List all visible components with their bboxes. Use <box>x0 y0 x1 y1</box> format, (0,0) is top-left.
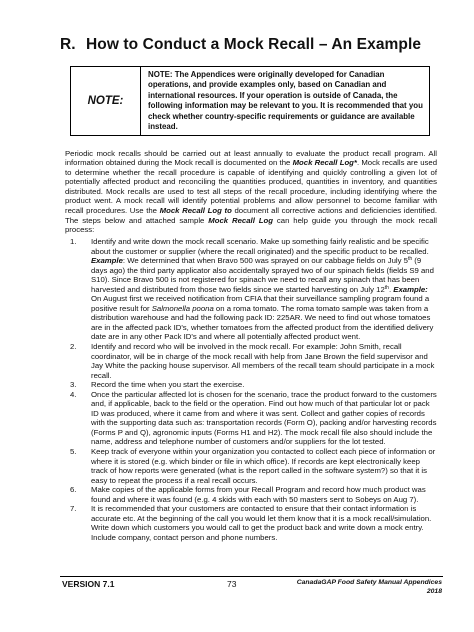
footer-divider <box>60 576 443 577</box>
page-number: 73 <box>227 579 237 589</box>
step-text: Identify and record who will be involved in the mock recall. For example: John Smith, recall coordinator, will be in charge of the mock recall with help from Jane Brown the field supervisor and Jay White the packing house supervisor. All members of the recall team should participate in a mock recall. <box>91 342 435 380</box>
mock-recall-log-reference: Mock Recall Log <box>208 215 273 225</box>
section-letter: R. <box>60 36 76 53</box>
list-item <box>65 447 437 485</box>
list-item <box>65 485 437 504</box>
note-label: NOTE: <box>71 67 141 135</box>
example-label: Example: <box>393 284 428 294</box>
footer-version: VERSION 7.1 <box>62 579 115 589</box>
step-number: 1. <box>70 237 77 246</box>
ordinal-suffix: th <box>407 256 413 263</box>
intro-text: can help guide you through the mock recall process: <box>65 215 437 235</box>
step-text: (9 days ago) the third party applicator also accidentally sprayed two of our spinach fields (fields S9 and S10). Since Bravo 500 is not registered for spinach we need to recall any spinach that has been harvested and distributed from those two fields since we started harvesting on July 12 <box>91 256 434 294</box>
step-text: Make copies of the applicable forms from your Recall Program and record how much product was found and where it was found (e.g. 4 skids with each with 50 masters sent to Sobeys on Aug 7). <box>91 485 426 504</box>
mock-recall-log-reference: Mock Recall Log to <box>159 206 232 216</box>
list-item <box>65 390 437 447</box>
intro-text: Periodic mock recalls should be carried out at least annually to evaluate the product recall program. All information obtained during the Mock recall is documented on the <box>65 148 437 168</box>
example-label: Example <box>91 256 123 266</box>
step-number: 7. <box>70 504 77 514</box>
step-number: 5. <box>70 447 77 457</box>
step-text: It is recommended that your customers are contacted to ensure that their contact information is accurate etc. At the beginning of the call you would let them know that it is a mock recall/simulation. Write down which customers you would call to get the product back and write down a mock entry. Include company, contact person and phone numbers. <box>91 504 432 542</box>
manual-name: CanadaGAP Food Safety Manual Appendices <box>296 579 442 586</box>
mock-recall-log-reference: Mock Recall Log* <box>292 158 357 168</box>
list-item <box>65 342 437 380</box>
section-title: How to Conduct a Mock Recall – An Example <box>86 36 422 53</box>
note-box <box>70 66 430 136</box>
ordinal-suffix: th <box>384 284 389 291</box>
step-number: 6. <box>70 485 77 495</box>
step-text: On August first we received notification from CFIA that their surveillance sampling program found a positive result for <box>91 294 430 313</box>
organism-name: Salmonella poona <box>151 303 214 313</box>
note-text: NOTE: The Appendices were originally developed for Canadian operations, and provide examples only, based on Canadian and international resources. If your operation is outside of Canada, the following information may be relevant to you. It is recommended that you check whether country-specific requirements or guidance are available instead. <box>148 70 423 132</box>
intro-paragraph <box>65 149 437 235</box>
step-number: 2. <box>70 342 77 352</box>
mock-recall-steps-list <box>65 237 437 543</box>
intro-text: document all corrective actions and deficiencies identified. The steps below and attached sample <box>65 206 437 225</box>
step-text: Once the particular affected lot is chosen for the scenario, trace the product forward to the customers and, if applicable, back to the field or the operation. Find out how much of that particular lot or pack ID was produced, where it came from and where it was sent. Collect and gather copies of records with the supporting data such as: transportation records (Form O), packing and/or harvesting records (Forms P and Q), agronomic inputs (Forms H1 and H2). The mock recall file also should include the name, address and telephone number of customers and/or suppliers for the lot tested. <box>91 389 437 447</box>
step-text: : We determined that when Bravo 500 was sprayed on our cabbage fields on July 5 <box>122 256 408 266</box>
step-number: 3. <box>70 380 77 390</box>
step-text: Identify and write down the mock recall scenario. Make up something fairly realistic and be specific about the customer or supplier (where the recall originated) and the specific product to be recalled. <box>91 237 429 256</box>
intro-text: . Mock recalls are used to determine whether the recall procedure is capable of identifying and quickly controlling a given lot of potentially affected product and reconciling the quantities produced, quantities in inventory, and quantities distributed. Mock recalls are used to test all steps of the recall procedure, including identifying where the product went. A mock recall will identify potential problems and allow personnel to become familiar with recall procedures. Use the <box>65 158 438 216</box>
step-text: on a roma tomato. The roma tomato sample was taken from a distribution warehouse and had the following pack ID: 225AR. We need to find out whose tomatoes are in the affected pack ID's, whether tomatoes from the affected product from the identified delivery date are in any other Pack ID's and where all potentially affected product went. <box>91 303 434 342</box>
manual-year: 2018 <box>426 587 442 595</box>
step-text: . <box>388 284 394 294</box>
step-text: Record the time when you start the exercise. <box>91 380 245 390</box>
section-heading <box>60 36 440 54</box>
step-number: 4. <box>70 389 77 399</box>
list-item <box>65 237 437 342</box>
list-item <box>65 380 437 390</box>
footer-manual-title <box>297 579 442 596</box>
list-item <box>65 504 437 542</box>
step-text: Keep track of everyone within your organization you contacted to collect each piece of information or where it is stored (e.g. which binder or file in which office). If records are kept electronically keep track of how reports were generated (what is the report called in the software system?) so that it is easy to repeat the process if a real recall occurs. <box>91 447 436 485</box>
